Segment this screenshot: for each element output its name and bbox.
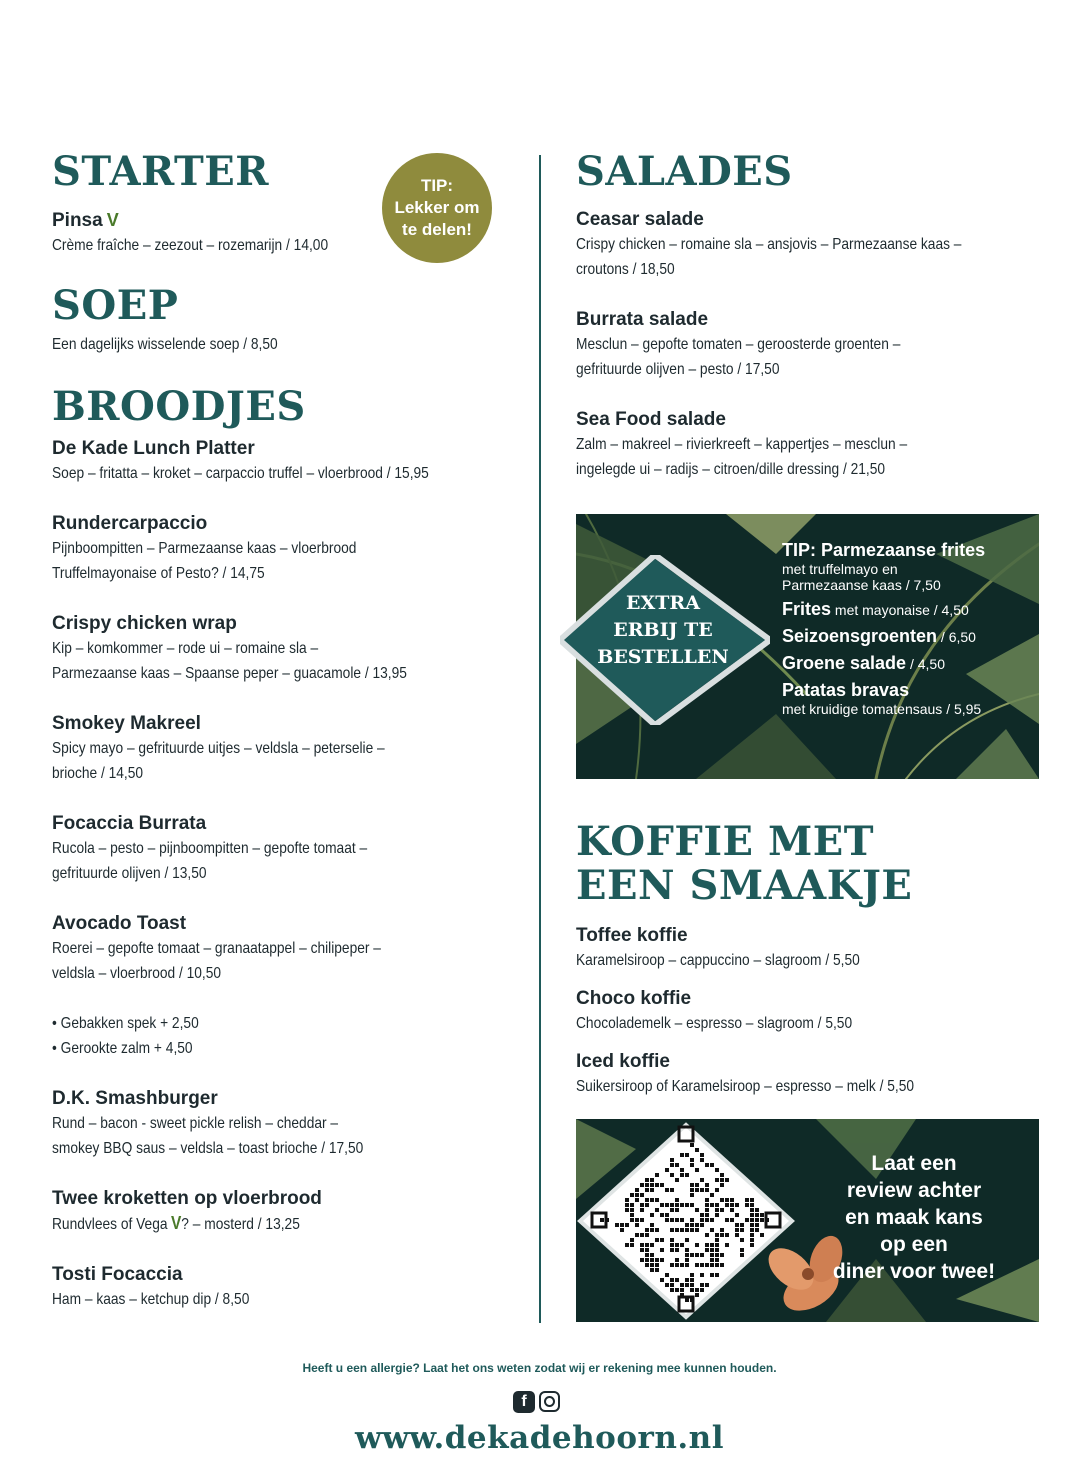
item-desc-line [52, 661, 522, 686]
item-desc: smokey BBQ saus – veldsla – toast brioche / 17,50 [52, 1140, 364, 1157]
item-desc: gefrituurde olijven – pesto / 17,50 [576, 361, 780, 378]
extras-list [52, 1011, 522, 1061]
extras-list: TIP: Parmezaanse frites met truffelmayo en Parmezaanse kaas / 7,50 Frites met mayonaise / 4,50 Seizoensgroenten / 6,50 Groene salade / 4,50 Patatas bravas met kruidige tomatensaus / 5,95 [782, 540, 986, 717]
left-column [52, 150, 522, 1312]
item-desc-line [576, 1011, 1046, 1036]
menu-item [52, 1187, 522, 1237]
item-desc: Roerei – gepofte tomaat – granaatappel – chilipeper – [52, 940, 381, 957]
item-desc: ingelegde ui – radijs – citroen/dille dressing / 21,50 [576, 461, 886, 478]
item-name: De Kade Lunch Platter [52, 438, 255, 459]
item-name: Tosti Focaccia [52, 1264, 183, 1285]
menu-item [576, 924, 1046, 973]
extra-item-price: / 4,50 [906, 656, 945, 672]
menu-item [52, 612, 522, 686]
item-desc: Chocolademelk – espresso – slagroom / 5,50 [576, 1015, 853, 1032]
menu-item [576, 987, 1046, 1036]
item-desc: Een dagelijks wisselende soep / 8,50 [52, 336, 278, 353]
item-desc-pre: Rundvlees of Vega [52, 1216, 168, 1233]
item-desc: gefrituurde olijven / 13,50 [52, 865, 207, 882]
column-divider [539, 155, 541, 1323]
extra-item-name: Patatas bravas [782, 680, 910, 700]
item-desc-line [52, 736, 522, 761]
koffie-list [576, 924, 1046, 1099]
item-desc: Spicy mayo – gefrituurde uitjes – veldsla – peterselie – [52, 740, 385, 757]
menu-item [52, 712, 522, 786]
extra-row [782, 626, 985, 647]
extra-item-name: Groene salade [782, 653, 907, 673]
item-desc: Truffelmayonaise of Pesto? / 14,75 [52, 565, 265, 582]
item-desc-line [52, 761, 522, 786]
review-text: Laat een review achter en maak kans op een diner voor twee! [832, 1152, 996, 1283]
item-desc-line [576, 948, 1046, 973]
instagram-icon[interactable] [539, 1391, 560, 1412]
menu-item [576, 308, 1046, 382]
item-desc: Soep – fritatta – kroket – carpaccio truffel – vloerbrood / 15,95 [52, 465, 429, 482]
tip-line: TIP: [420, 176, 454, 195]
tip-line: Lekker om [394, 198, 480, 217]
item-desc-line [52, 461, 522, 486]
item-desc-line [576, 232, 1046, 257]
item-desc-line [52, 936, 522, 961]
right-column [576, 150, 1046, 482]
social-links [513, 1391, 560, 1413]
menu-item [576, 1050, 1046, 1099]
item-desc-line [576, 332, 1046, 357]
tip-badge [382, 153, 492, 263]
item-desc-line [52, 961, 522, 986]
item-desc: Zalm – makreel – rivierkreeft – kappertjes – mesclun – [576, 436, 908, 453]
item-name: Twee kroketten op vloerbrood [52, 1188, 322, 1209]
item-name: Pinsa [52, 210, 103, 231]
item-desc: Karamelsiroop – cappuccino – slagroom / 5,50 [576, 952, 860, 969]
item-desc: Ham – kaas – ketchup dip / 8,50 [52, 1291, 250, 1308]
extra-line [52, 1036, 522, 1061]
item-desc: Crispy chicken – romaine sla – ansjovis – Parmezaanse kaas – [576, 236, 962, 253]
item-desc: Crème fraîche – zeezout – rozemarijn / 14,00 [52, 237, 329, 254]
menu-item [52, 1263, 522, 1312]
broodjes-list-2 [52, 1087, 522, 1312]
section-title-salades: SALADES [576, 148, 793, 195]
item-name: Smokey Makreel [52, 713, 201, 734]
item-desc: croutons / 18,50 [576, 261, 675, 278]
item-desc-line [52, 1136, 522, 1161]
item-name: Rundercarpaccio [52, 513, 208, 534]
item-name: Choco koffie [576, 988, 692, 1009]
menu-item [52, 1087, 522, 1161]
section-title-starter: STARTER [52, 148, 270, 195]
salades-list [576, 208, 1046, 482]
extra-row [782, 599, 985, 620]
extra-option: • Gebakken spek + 2,50 [52, 1015, 199, 1032]
vegetarian-icon: V [106, 210, 119, 230]
item-name: Toffee koffie [576, 925, 688, 946]
item-name: Focaccia Burrata [52, 813, 207, 834]
item-name: Crispy chicken wrap [52, 613, 237, 634]
item-desc-line [576, 432, 1046, 457]
extra-option: • Gerookte zalm + 4,50 [52, 1040, 193, 1057]
item-desc-line [52, 536, 522, 561]
item-desc-line [576, 1074, 1046, 1099]
item-desc: brioche / 14,50 [52, 765, 144, 782]
item-desc-line [52, 1111, 522, 1136]
item-name: Avocado Toast [52, 913, 187, 934]
extra-item-name: Seizoensgroenten [782, 626, 938, 646]
item-name: D.K. Smashburger [52, 1088, 218, 1109]
item-desc-line [52, 1287, 522, 1312]
item-desc: Kip – komkommer – rode ui – romaine sla – [52, 640, 319, 657]
item-name: Sea Food salade [576, 409, 726, 430]
section-title-broodjes: BROODJES [52, 383, 306, 430]
item-desc-line [576, 457, 1046, 482]
item-desc-line [52, 1211, 522, 1237]
extra-line [52, 1011, 522, 1036]
item-desc-line [576, 257, 1046, 282]
extra-item-price: / 6,50 [937, 629, 976, 645]
extra-item-price: met mayonaise / 4,50 [831, 602, 969, 618]
item-desc: Parmezaanse kaas – Spaanse peper – guacamole / 13,95 [52, 665, 407, 682]
allergy-note: Heeft u een allergie? Laat het ons weten zodat wij er rekening mee kunnen houden. [302, 1361, 777, 1375]
menu-item [576, 408, 1046, 482]
item-desc [52, 1211, 300, 1237]
vegetarian-icon: V [170, 1213, 182, 1233]
item-name: Ceasar salade [576, 209, 704, 230]
koffie-section [576, 820, 1046, 1099]
broodjes-list [52, 437, 522, 1312]
section-title-soep: SOEP [52, 282, 179, 329]
website-link[interactable]: www.dekadehoorn.nl [355, 1420, 724, 1456]
menu-item [52, 812, 522, 886]
item-desc-post: ? – mosterd / 13,25 [181, 1216, 300, 1233]
extra-tip-title: TIP: Parmezaanse frites [782, 540, 986, 560]
section-title-koffie: KOFFIE MET EEN SMAAKJE [576, 818, 913, 909]
facebook-icon[interactable]: f [513, 1391, 535, 1413]
item-name: Iced koffie [576, 1051, 670, 1072]
item-desc-line [52, 861, 522, 886]
item-desc: veldsla – vloerbrood / 10,50 [52, 965, 222, 982]
menu-item [576, 208, 1046, 282]
item-name: Burrata salade [576, 309, 709, 330]
menu-item [52, 437, 522, 486]
item-desc-line [52, 836, 522, 861]
item-desc: Pijnboompitten – Parmezaanse kaas – vloerbrood [52, 540, 357, 557]
extra-row [782, 653, 985, 674]
extra-badge-text: EXTRA ERBIJ TE BESTELLEN [597, 592, 729, 668]
tip-line: te delen! [402, 220, 472, 239]
item-desc: Rund – bacon - sweet pickle relish – cheddar – [52, 1115, 339, 1132]
item-desc-line [52, 561, 522, 586]
item-desc: Suikersiroop of Karamelsiroop – espresso – melk / 5,50 [576, 1078, 915, 1095]
item-desc-line [52, 636, 522, 661]
item-desc-line [576, 357, 1046, 382]
item-desc: Rucola – pesto – pijnboompitten – gepofte tomaat – [52, 840, 368, 857]
item-desc: Mesclun – gepofte tomaten – geroosterde groenten – [576, 336, 901, 353]
menu-item [52, 912, 522, 986]
menu-item [52, 512, 522, 586]
extra-item-name: Frites [782, 599, 832, 619]
